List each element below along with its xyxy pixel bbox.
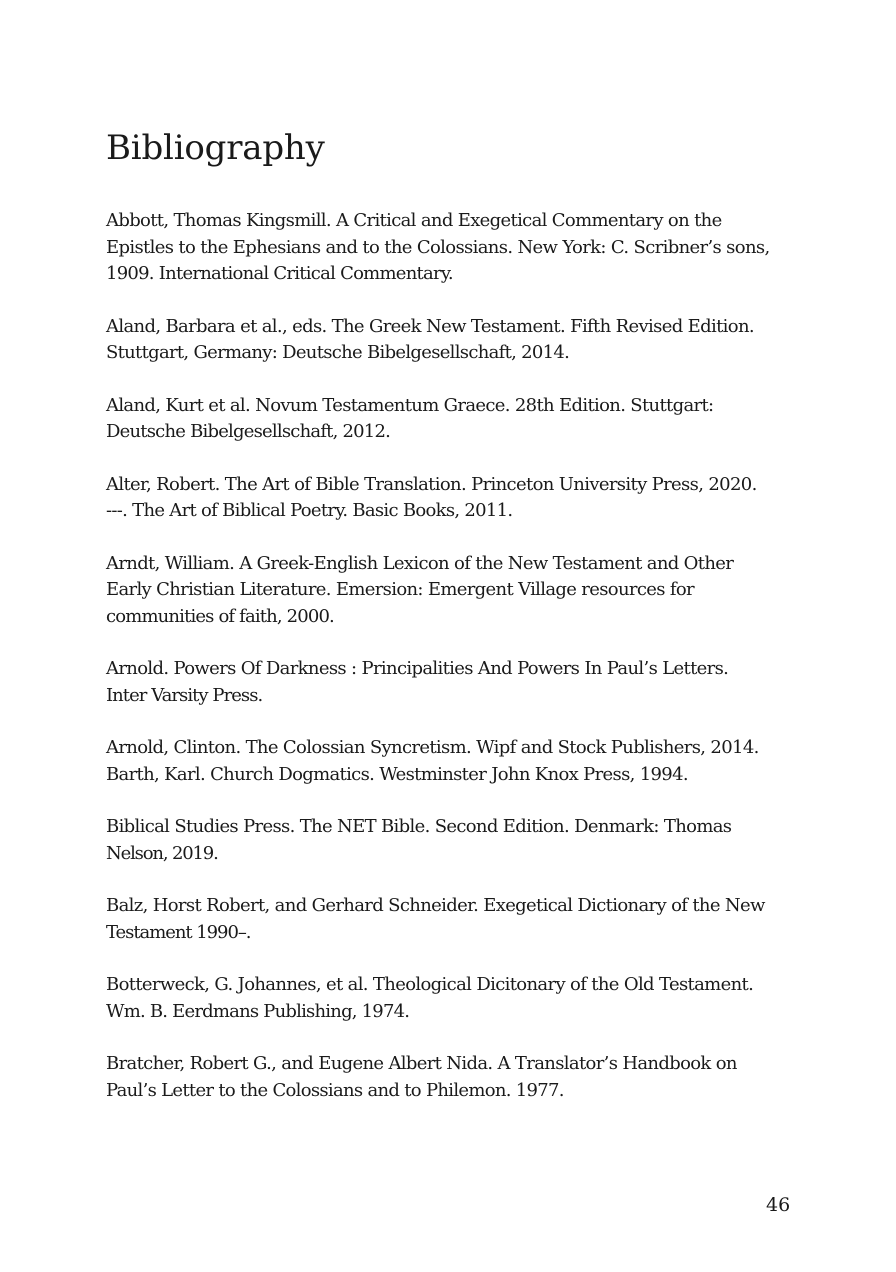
bibliography-entry-line: Paul’s Letter to the Colossians and to Philemon. 1977.: [106, 1079, 564, 1101]
page-number: 46: [766, 1194, 791, 1216]
bibliography-entry-line: Aland, Kurt et al. Novum Testamentum Graece. 28th Edition. Stuttgart:: [106, 394, 714, 416]
bibliography-entry-line: Inter Varsity Press.: [106, 684, 263, 706]
bibliography-entry-line: Deutsche Bibelgesellschaft, 2012.: [106, 421, 391, 442]
bibliography-entry: [106, 735, 806, 788]
bibliography-entry-line: Biblical Studies Press. The NET Bible. Second Edition. Denmark: Thomas: [106, 816, 732, 837]
bibliography-entry: [106, 472, 806, 525]
bibliography-entry-line: Bratcher, Robert G., and Eugene Albert Nida. A Translator’s Handbook on: [106, 1053, 737, 1074]
bibliography-entry: [106, 1051, 806, 1104]
bibliography-entry-line: Arndt, William. A Greek-English Lexicon of the New Testament and Other: [106, 552, 734, 574]
bibliography-entry-line: ---. The Art of Biblical Poetry. Basic Books, 2011.: [106, 500, 513, 521]
bibliography-entry-line: Barth, Karl. Church Dogmatics. Westminster John Knox Press, 1994.: [106, 763, 688, 785]
bibliography-entry-line: Epistles to the Ephesians and to the Colossians. New York: C. Scribner’s sons,: [106, 236, 770, 258]
bibliography-entry: [106, 893, 806, 946]
page-title: Bibliography: [106, 128, 325, 168]
bibliography-entry-line: Stuttgart, Germany: Deutsche Bibelgesellschaft, 2014.: [106, 342, 570, 363]
bibliography-entry: [106, 972, 806, 1025]
bibliography-entry: [106, 314, 806, 367]
bibliography-entry-line: Abbott, Thomas Kingsmill. A Critical and Exegetical Commentary on the: [106, 210, 722, 231]
bibliography-entry: [106, 208, 806, 288]
bibliography-entry-line: 1909. International Critical Commentary.: [106, 263, 453, 284]
bibliography-list: [106, 208, 806, 1130]
bibliography-entry-line: Wm. B. Eerdmans Publishing, 1974.: [106, 1000, 410, 1022]
bibliography-entry: [106, 656, 806, 709]
bibliography-entry-line: Alter, Robert. The Art of Bible Translation. Princeton University Press, 2020.: [106, 473, 757, 495]
bibliography-entry-line: Nelson, 2019.: [106, 842, 218, 864]
bibliography-entry-line: Botterweck, G. Johannes, et al. Theological Dicitonary of the Old Testament.: [106, 974, 754, 995]
bibliography-entry: [106, 393, 806, 446]
bibliography-entry-line: Early Christian Literature. Emersion: Emergent Village resources for: [106, 579, 694, 600]
bibliography-entry-line: Arnold. Powers Of Darkness : Principalities And Powers In Paul’s Letters.: [106, 658, 729, 679]
bibliography-entry-line: Arnold, Clinton. The Colossian Syncretism. Wipf and Stock Publishers, 2014.: [106, 737, 759, 758]
bibliography-entry-line: Balz, Horst Robert, and Gerhard Schneider. Exegetical Dictionary of the New: [106, 895, 765, 916]
bibliography-entry-line: communities of faith, 2000.: [106, 605, 334, 627]
bibliography-entry-line: Aland, Barbara et al., eds. The Greek New Testament. Fifth Revised Edition.: [106, 315, 754, 337]
bibliography-entry-line: Testament 1990–.: [106, 921, 251, 943]
bibliography-entry: [106, 814, 806, 867]
bibliography-entry: [106, 551, 806, 631]
